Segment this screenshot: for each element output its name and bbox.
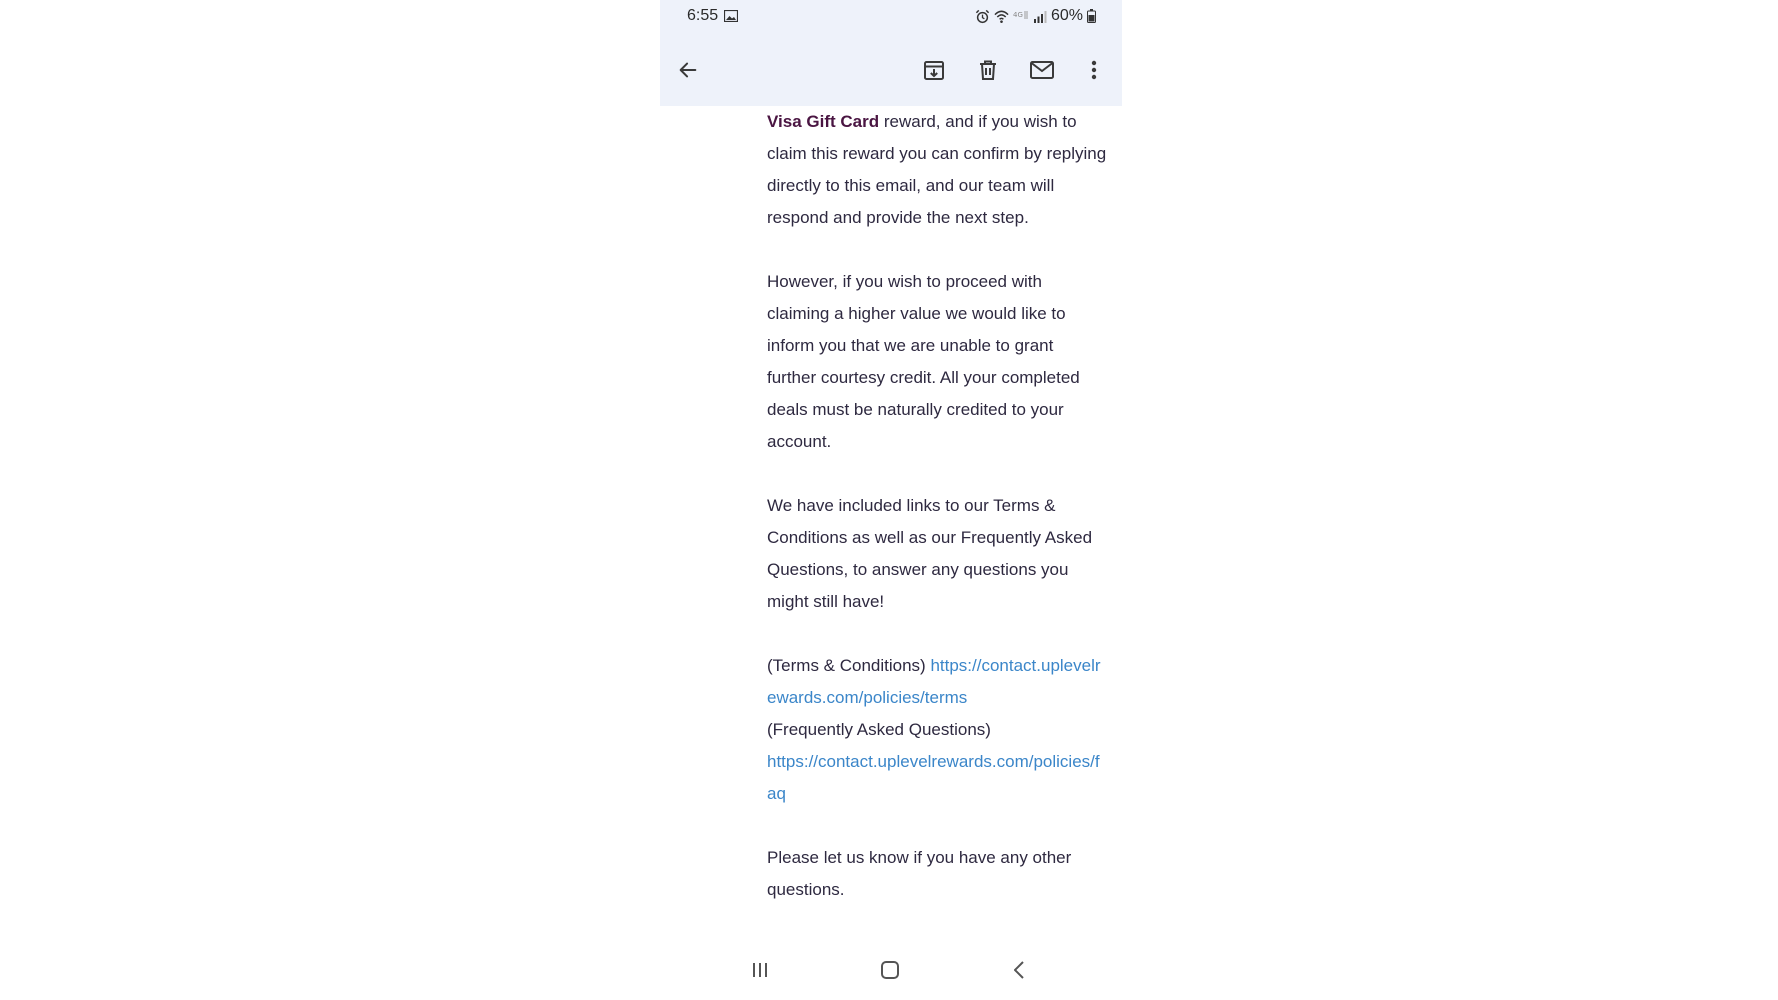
more-options-icon — [1090, 59, 1098, 81]
email-paragraph-links-intro: We have included links to our Terms & Conditions as well as our Frequently Asked Questions, to answer any questions you might still have! — [767, 496, 1093, 611]
email-paragraph-reward — [767, 106, 1107, 234]
battery-percent: 60% — [1050, 7, 1083, 24]
back-icon — [1012, 960, 1026, 980]
back-button[interactable] — [672, 54, 704, 86]
recent-apps-button[interactable] — [742, 952, 778, 988]
alarm-icon — [975, 9, 990, 24]
email-paragraph-closing: Please let us know if you have any other questions. — [767, 848, 1072, 899]
archive-button[interactable] — [918, 54, 950, 86]
terms-link[interactable]: https://contact.uplevelrewards.com/policies/terms — [767, 656, 1101, 707]
email-body — [767, 106, 1107, 906]
system-nav-bar — [660, 940, 1122, 1000]
archive-icon — [922, 58, 946, 82]
status-bar — [660, 0, 1122, 36]
gift-card-highlight: Visa Gift Card — [767, 112, 880, 131]
email-paragraph-credit: However, if you wish to proceed with claiming a higher value we would like to inform you that we are unable to grant further courtesy credit. All your completed deals must be naturally credited to your account. — [767, 272, 1080, 451]
delete-button[interactable] — [972, 54, 1004, 86]
email-toolbar — [660, 36, 1122, 106]
status-right — [975, 7, 1096, 25]
phone-screen — [660, 0, 1122, 1000]
signal-icon — [1033, 10, 1047, 23]
terms-label: (Terms & Conditions) — [767, 656, 931, 675]
status-time: 6:55 — [687, 7, 719, 24]
nav-back-button[interactable] — [1001, 952, 1037, 988]
delete-icon — [976, 58, 1000, 82]
back-arrow-icon — [677, 59, 699, 81]
battery-icon — [1087, 9, 1096, 23]
reward-text: reward, and if you wish to claim this reward you can confirm by replying directly to this email, and our team will respond and provide the next step. — [767, 112, 1107, 227]
wifi-icon — [994, 9, 1009, 24]
status-left — [687, 7, 738, 25]
svg-text:4G: 4G — [1012, 11, 1023, 19]
gallery-icon — [724, 10, 738, 22]
recent-apps-icon — [750, 961, 770, 979]
more-options-button[interactable] — [1078, 54, 1110, 86]
home-button[interactable] — [872, 952, 908, 988]
home-icon — [880, 960, 900, 980]
faq-label: (Frequently Asked Questions) — [767, 720, 991, 739]
mark-unread-button[interactable] — [1026, 54, 1058, 86]
email-paragraph-links — [767, 650, 1107, 810]
faq-link[interactable]: https://contact.uplevelrewards.com/policies/faq — [767, 752, 1100, 803]
lte-icon — [1013, 9, 1029, 23]
mark-unread-icon — [1029, 58, 1055, 82]
